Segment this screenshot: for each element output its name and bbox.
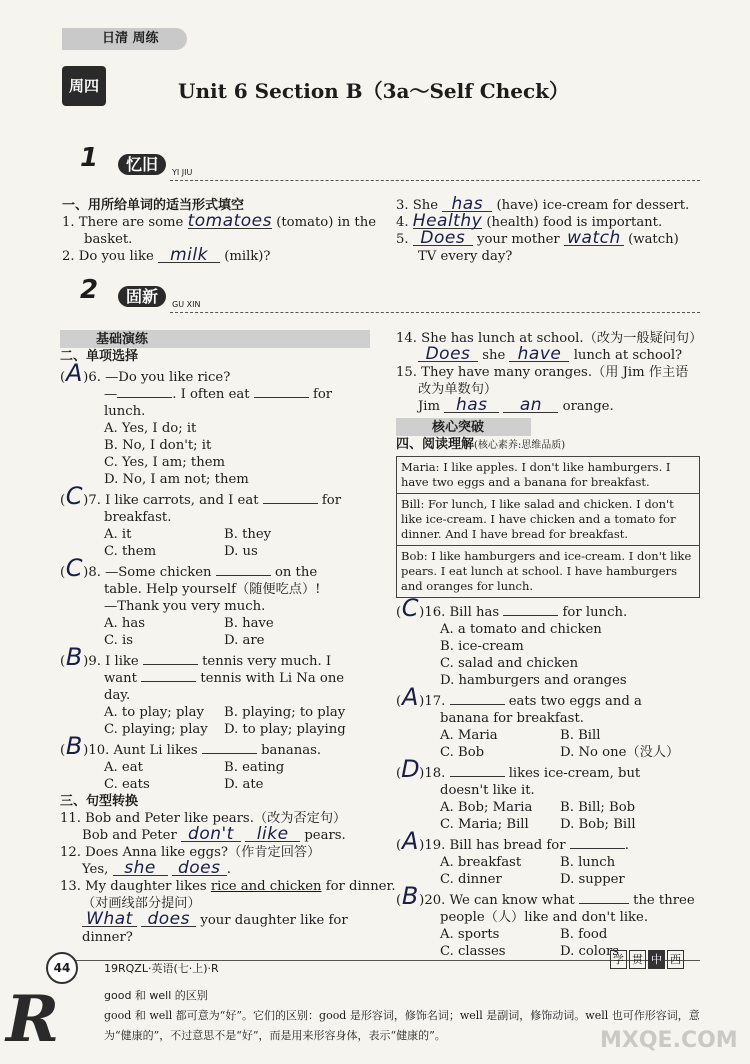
q18: (D)18. likes ice-cream, but [396,755,641,783]
passage-maria: Maria: I like apples. I don't like hamburgers. I have two eggs and a banana for breakfast. [396,456,700,494]
q11-answer-2[interactable]: like [245,827,300,842]
q15-answer-2[interactable]: an [503,398,558,413]
q20: (B)20. We can know what the three [396,882,695,910]
core-bar: 核心突破 [396,418,531,436]
q14-answer-1[interactable]: Does [418,347,478,362]
section-banner-1 [60,143,700,182]
q15: 15. They have many oranges.（用 Jim 作主语 [396,365,689,380]
brand-mark: 学 贯 中 西 [610,950,684,969]
q2-answer[interactable]: milk [158,248,220,263]
q13-answer-2[interactable]: does [141,912,196,927]
q1-answer[interactable]: tomatoes [187,211,272,231]
section-name: 固新 [118,286,166,307]
section-number: 1 [80,143,99,173]
q13-answer-1[interactable]: What [82,912,137,927]
q5: 5. Does your mother watch (watch) [396,228,679,248]
section-rule [170,180,700,181]
section-banner-2 [60,275,700,314]
q1-cont: basket. [84,232,133,247]
section-pinyin: GU XIN [172,300,201,309]
q10: (B)10. Aunt Li likes bananas. [60,732,322,760]
left-column: 基础演练 二、单项选择 (A)6. —Do you like rice? — . I often eat for lunch. A. Yes, I do; it B. No, I don't; it C. Yes, I am; them D. No, I am not; them (C)7. I like carrots, and I eat for breakfast. A. it B. they C. them D. us (C)8. —Some chicken on the table. Help yourself（随便吃点）! —Thank you very much. A. has B. have C. is D. are (B)9. I like tennis very much. I want tennis with Li Na one day. A. to play; play B. playing; to play C. playing; play D. to play; playing (B)10. Aunt Li likes bananas. A. eat B. eating C. eats D. ate 三、句型转换 11. Bob and Peter like pears.（改为否定句） Bob and Peter don't like pears. 12. Does Anna like eggs?（作肯定回答） Yes, she does . 13. My daughter likes rice and chicken for dinner. （对画线部分提问） What does your daughter like for dinner? [60,331,396,945]
part1-right [396,194,696,265]
section-pinyin: YI JIU [172,168,193,177]
q5-answer-2[interactable]: watch [564,231,624,246]
page-number: 44 [46,952,78,984]
q19-choice[interactable]: A [401,827,419,855]
q16: (C)16. Bill has for lunch. [396,594,628,622]
q8-choice[interactable]: C [65,554,83,582]
header-tab-label: 日清 周练 [102,31,159,46]
section-rule [170,312,700,313]
header-tab [62,28,187,50]
q6: (A)6. —Do you like rice? [60,359,231,387]
q1: 1. There are some tomatoes (tomato) in the [62,211,377,231]
q19: (A)19. Bill has bread for . [396,827,629,855]
q4-answer[interactable]: Healthy [412,211,483,231]
tip-body: good 和 well 都可意为“好”。它们的区别：good 是形容词，修饰名词；well 是副词，修饰动词。well 也可作形容词，意为“健康的”，不过意思不是“好”，而是用来形容身体，表示“健康的”。 [104,1009,700,1042]
q15-answer-1[interactable]: has [444,398,499,413]
q18-choice[interactable]: D [401,755,420,783]
right-column: 14. She has lunch at school.（改为一般疑问句） Does she have lunch at school? 15. They have many oranges.（用 Jim 作主语 改为单数句） Jim has an orange. 核心突破 四、阅读理解(核心素养:思维品质) Maria: I like apples. I don't like hamburgers. I have two eggs and a banana for breakfast. Bill: For lunch, I like salad and chicken. I don't like ice-cream. I have chicken and a tomato for dinner. And I have bread for breakfast. Bob: I like hamburgers and ice-cream. I don't like pears. I eat lunch at school. I have hamburgers and oranges for lunch. (C)16. Bill has for lunch. A. a tomato and chicken B. ice-cream C. salad and chicken D. hamburgers and oranges (A)17. eats two eggs and a banana for breakfast. A. Maria B. Bill C. Bob D. No one（没人） (D)18. likes ice-cream, but doesn't like it. A. Bob; Maria B. Bill; Bob C. Maria; Bill D. Bob; Bill (A)19. Bill has bread for . A. breakfast B. lunch C. dinner D. supper (B)20. We can know what the three people（人）like and don't like. A. sports B. food C. classes D. colors [396,331,703,959]
section-number: 2 [80,275,99,305]
q10-choice[interactable]: B [65,732,83,760]
q9-choice[interactable]: B [65,643,83,671]
q5-cont: TV every day? [418,249,513,264]
q11: 11. Bob and Peter like pears.（改为否定句） [60,811,347,826]
q3: 3. She has (have) ice-cream for dessert. [396,194,690,214]
day-badge [62,66,106,106]
q9: (B)9. I like tennis very much. I [60,643,332,671]
passage-bob: Bob: I like hamburgers and ice-cream. I don't like pears. I eat lunch at school. I have hamburgers and oranges for lunch. [396,546,700,598]
q12: 12. Does Anna like eggs?（作肯定回答） [60,845,321,860]
page-title: Unit 6 Section B（3a～Self Check） [178,79,570,103]
letter-badge: R [6,982,60,1057]
q7-choice[interactable]: C [65,482,83,510]
q2: 2. Do you like milk (milk)? [62,245,271,265]
day-badge-label: 周四 [68,76,99,95]
book-code: 19RQZL·英语(七·上)·R [104,962,219,975]
trans-heading: 三、句型转换 [60,794,139,809]
q17: (A)17. eats two eggs and a [396,683,642,711]
section-name: 忆旧 [118,154,166,175]
q14-answer-2[interactable]: have [509,347,569,362]
q5-answer-1[interactable]: Does [413,231,473,246]
q20-choice[interactable]: B [401,882,419,910]
q6-choice[interactable]: A [65,359,83,387]
q13: 13. My daughter likes rice and chicken for dinner. [60,879,396,894]
q12-answer-2[interactable]: does [172,861,227,876]
q16-choice[interactable]: C [401,594,419,622]
reading-heading: 四、阅读理解(核心素养:思维品质) [396,437,566,452]
basic-bar: 基础演练 [60,330,370,348]
q7: (C)7. I like carrots, and I eat for [60,482,342,510]
q12-answer-1[interactable]: she [113,861,168,876]
q14: 14. She has lunch at school.（改为一般疑问句） [396,331,703,346]
watermark: MXQE.COM [600,1028,738,1053]
part1-left [62,197,377,265]
tip-title: good 和 well 的区别 [104,989,208,1002]
q4: 4. Healthy (health) food is important. [396,211,663,231]
part1-heading: 一、用所给单词的适当形式填空 [62,198,245,213]
passage-bill: Bill: For lunch, I like salad and chicken. I don't like ice-cream. I have chicken and a tomato for dinner. And I have bread for breakfast. [396,494,700,546]
mc-heading: 二、单项选择 [60,349,139,364]
q3-answer[interactable]: has [442,197,492,212]
q11-answer-1[interactable]: don't [181,827,241,842]
q8: (C)8. —Some chicken on the [60,554,318,582]
q17-choice[interactable]: A [401,683,419,711]
